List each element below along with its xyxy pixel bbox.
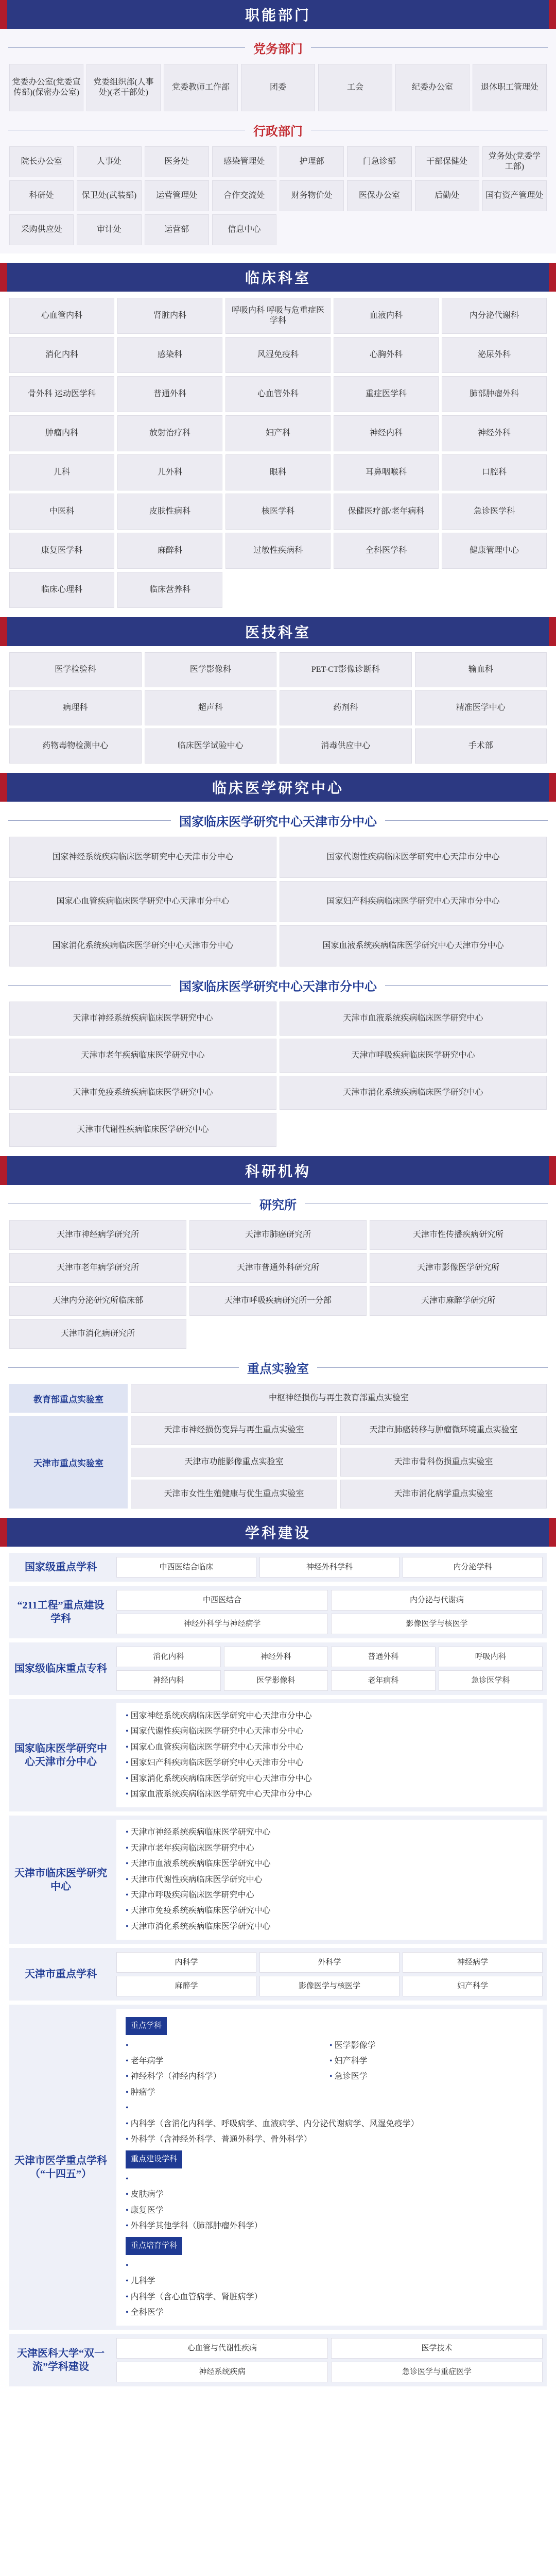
rc-card[interactable]: 天津市免疫系统疾病临床医学研究中心	[9, 1076, 276, 1110]
disc-list-item: • 神经科学（神经内科学）	[126, 2069, 329, 2084]
inst-grid	[0, 1220, 556, 1349]
disc-card[interactable]: 神经内科	[116, 1670, 221, 1691]
disc-label: 天津市临床医学研究中心	[14, 1867, 107, 1892]
disc-145-d	[126, 2258, 533, 2321]
admin-card[interactable]: 医保办公室	[347, 180, 411, 211]
rc-card[interactable]: 天津市呼吸疾病临床医学研究中心	[280, 1039, 547, 1073]
clinical-dept-card[interactable]: 口腔科	[442, 454, 547, 490]
rc-card[interactable]: 国家血液系统疾病临床医学研究中心天津市分中心	[280, 925, 547, 967]
lab-card[interactable]: 天津市骨科伤损重点实验室	[340, 1448, 547, 1477]
institute-section	[0, 1156, 556, 1509]
clinical-dept-card[interactable]: 儿科	[9, 454, 114, 490]
disc-card[interactable]: 神经外科学科	[259, 1557, 399, 1578]
disc-145-box	[116, 2009, 543, 2326]
disc-list-item: • • 儿科学	[126, 2274, 533, 2289]
disc-list-item: • 外科学其他学科（肺部肿瘤外科学）	[126, 2218, 533, 2234]
disc-body	[112, 1642, 547, 1695]
disc-list-item: • 外科学（含神经外科学、普通外科学、骨外科学）	[126, 2132, 533, 2147]
disc-card[interactable]: 中西医结合	[116, 1590, 328, 1611]
tech-dept-card[interactable]: 超声科	[145, 690, 277, 725]
disc-row-tj-145	[9, 2005, 547, 2330]
clinical-dept-card[interactable]: 全科医学科	[334, 533, 439, 569]
disc-body	[112, 1948, 547, 2001]
admin-grid-1	[0, 146, 556, 177]
rc-card[interactable]: 国家神经系统疾病临床医学研究中心天津市分中心	[9, 837, 276, 878]
clinical-dept-card[interactable]: 健康管理中心	[442, 533, 547, 569]
disc-card[interactable]: 消化内科	[116, 1647, 221, 1667]
clinical-title: 临床科室	[245, 270, 311, 286]
disc-list-item: • 天津市神经系统疾病临床医学研究中心	[126, 1825, 533, 1840]
institute-card[interactable]: 天津市消化病研究所	[9, 1319, 186, 1349]
clinical-dept-card[interactable]: 临床心理科	[9, 572, 114, 608]
disc-label: 国家级重点学科	[25, 1562, 97, 1573]
disc-card[interactable]: 内分泌与代谢病	[331, 1590, 543, 1611]
disc-list-item: • 急诊医学	[329, 2069, 533, 2084]
disc-row-national-key	[9, 1553, 547, 1582]
disc-label: “211工程”重点建设学科	[17, 1600, 105, 1624]
rc-card[interactable]: 天津市老年疾病临床医学研究中心	[9, 1039, 276, 1073]
admin-card[interactable]: 保卫处(武装部)	[77, 180, 141, 211]
rc-card[interactable]: 国家妇产科疾病临床医学研究中心天津市分中心	[280, 881, 547, 922]
clinical-dept-card[interactable]: 中医科	[9, 494, 114, 530]
party-subtitle: 党务部门	[0, 36, 556, 59]
disc-list-item: • 国家血液系统疾病临床医学研究中心天津市分中心	[126, 1787, 533, 1802]
admin-card[interactable]: 感染管理处	[212, 146, 276, 177]
clinical-dept-card[interactable]: 康复医学科	[9, 533, 114, 569]
clinical-dept-card[interactable]: 保健医疗部/老年病科	[334, 494, 439, 530]
tech-dept-card[interactable]: 病理科	[9, 690, 142, 725]
disc-list-item: • 天津市代谢性疾病临床医学研究中心	[126, 1872, 533, 1888]
admin-card[interactable]: 合作交流处	[212, 180, 276, 211]
disc-card[interactable]: 麻醉学	[116, 1976, 256, 1996]
clinical-title-bar	[0, 263, 556, 292]
admin-card[interactable]: 信息中心	[212, 214, 276, 245]
disc-card[interactable]: 神经外科	[224, 1647, 328, 1667]
clinical-dept-card[interactable]: 骨外科 运动医学科	[9, 376, 114, 412]
disc-list-item: • 国家神经系统疾病临床医学研究中心天津市分中心	[126, 1708, 533, 1724]
disc-card[interactable]: 呼吸内科	[439, 1647, 543, 1667]
inst-title: 科研机构	[245, 1164, 311, 1180]
disc-body	[112, 1699, 547, 1811]
rc-card[interactable]: 国家消化系统疾病临床医学研究中心天津市分中心	[9, 925, 276, 967]
disc-card[interactable]: 心血管与代谢性疾病	[116, 2338, 328, 2359]
functional-section	[0, 0, 556, 253]
disc-body	[112, 2005, 547, 2330]
tech-dept-card[interactable]: 医学影像科	[145, 652, 277, 687]
clinical-dept-card[interactable]: 肿瘤内科	[9, 415, 114, 451]
admin-card[interactable]: 国有资产管理处	[482, 180, 547, 211]
clinical-dept-card[interactable]: 神经内科	[334, 415, 439, 451]
admin-card[interactable]: 审计处	[77, 214, 141, 245]
institute-card[interactable]: 天津市影像医学研究所	[370, 1253, 547, 1283]
tag-cultivate: 重点培育学科	[126, 2237, 182, 2255]
rc-card[interactable]: 天津市代谢性疾病临床医学研究中心	[9, 1113, 276, 1147]
disc-list-item: • 国家妇产科疾病临床医学研究中心天津市分中心	[126, 1755, 533, 1771]
disc-label: 天津市医学重点学科（“十四五”）	[14, 2155, 107, 2180]
inst-title-bar	[0, 1156, 556, 1185]
lab-card[interactable]: 天津市神经损伤变异与再生重点实验室	[131, 1416, 337, 1445]
disc-row-double-first	[9, 2334, 547, 2386]
disc-145-a	[126, 2038, 533, 2101]
rc-subtitle-2: 国家临床医学研究中心天津市分中心	[0, 974, 556, 996]
disc-label: 国家临床医学研究中心天津市分中心	[14, 1743, 107, 1768]
disc-list-item: • 天津市血液系统疾病临床医学研究中心	[126, 1856, 533, 1872]
admin-card[interactable]: 干部保健处	[415, 146, 479, 177]
party-card[interactable]: 纪委办公室	[395, 64, 470, 111]
disc-list-item: • 天津市免疫系统疾病临床医学研究中心	[126, 1903, 533, 1919]
disc-card[interactable]: 医学影像科	[224, 1670, 328, 1691]
disc-list-item: • 全科医学	[126, 2305, 533, 2320]
clinical-dept-card[interactable]: 过敏性疾病科	[225, 533, 331, 569]
clinical-dept-card[interactable]: 麻醉科	[117, 533, 222, 569]
clinical-dept-card[interactable]: 神经外科	[442, 415, 547, 451]
clinical-dept-card[interactable]: 皮肤性病科	[117, 494, 222, 530]
institute-card[interactable]: 天津内分泌研究所临床部	[9, 1286, 186, 1316]
admin-card[interactable]: 运营部	[145, 214, 209, 245]
admin-card[interactable]: 护理部	[280, 146, 344, 177]
admin-card[interactable]: 采购供应处	[9, 214, 74, 245]
lab-card[interactable]: 天津市功能影像重点实验室	[131, 1448, 337, 1477]
disc-body	[112, 1586, 547, 1638]
disc-body	[112, 1553, 547, 1582]
lab-card[interactable]: 天津市肺癌转移与肿瘤微环境重点实验室	[340, 1416, 547, 1445]
disc-list	[116, 1820, 543, 1940]
admin-card[interactable]: 院长办公室	[9, 146, 74, 177]
tech-dept-card[interactable]: 医学检验科	[9, 652, 142, 687]
disc-title: 学科建设	[245, 1526, 311, 1541]
admin-subtitle: 行政部门	[0, 118, 556, 141]
disc-list-item: • • 皮肤病学	[126, 2187, 533, 2202]
tag-key: 重点学科	[126, 2017, 167, 2035]
disc-card[interactable]: 妇产科学	[403, 1976, 543, 1996]
disc-list-item: • 内科学（含心血管病学、肾脏病学）	[126, 2290, 533, 2305]
edu-lab-row	[9, 1384, 547, 1413]
disc-card[interactable]: 老年病科	[331, 1670, 436, 1691]
disc-card[interactable]: 内分泌学科	[403, 1557, 543, 1578]
party-grid	[0, 64, 556, 111]
tech-dept-card[interactable]: 药剂科	[280, 690, 412, 725]
tj-lab-label: 天津市重点实验室	[9, 1416, 128, 1509]
admin-card[interactable]: 运营管理处	[145, 180, 209, 211]
clinical-dept-card[interactable]: 呼吸内科 呼吸与危重症医学科	[225, 298, 331, 334]
functional-title: 职能部门	[245, 8, 311, 24]
institute-card[interactable]: 天津市肺癌研究所	[189, 1220, 367, 1250]
edu-lab-list	[128, 1384, 547, 1413]
party-card[interactable]: 团委	[241, 64, 315, 111]
clinical-dept-card[interactable]: 心血管内科	[9, 298, 114, 334]
clinical-dept-card[interactable]: 内分泌代谢科	[442, 298, 547, 334]
clinical-dept-card[interactable]: 耳鼻咽喉科	[334, 454, 439, 490]
disc-card[interactable]: 神经外科学与神经病学	[116, 1614, 328, 1634]
disc-list-item: • 天津市呼吸疾病临床医学研究中心	[126, 1888, 533, 1903]
tech-dept-card[interactable]: 精准医学中心	[415, 690, 547, 725]
clinical-section	[0, 263, 556, 608]
tech-title: 医技科室	[245, 625, 311, 641]
tj-lab-list	[128, 1416, 547, 1509]
disc-row-211	[9, 1586, 547, 1638]
disc-body	[112, 1816, 547, 1944]
disc-card[interactable]: 外科学	[259, 1952, 399, 1973]
tech-dept-card[interactable]: 药物毒物检测中心	[9, 728, 142, 764]
tech-dept-card[interactable]: 临床医学试验中心	[145, 728, 277, 764]
party-card[interactable]: 工会	[318, 64, 392, 111]
disc-list-item: • • 内科学（含消化内科学、呼吸病学、血液病学、内分泌代谢病学、风湿免疫学）	[126, 2116, 533, 2132]
clinical-dept-card[interactable]: 眼科	[225, 454, 331, 490]
disc-card[interactable]: 影像医学与核医学	[331, 1614, 543, 1634]
lab-card[interactable]: 天津市女性生殖健康与优生重点实验室	[131, 1480, 337, 1509]
clinical-dept-card[interactable]: 心胸外科	[334, 337, 439, 373]
admin-card[interactable]: 门急诊部	[347, 146, 411, 177]
institute-card[interactable]: 天津市呼吸疾病研究所一分部	[189, 1286, 367, 1316]
institute-card[interactable]: 天津市老年病学研究所	[9, 1253, 186, 1283]
institute-card[interactable]: 天津市神经病学研究所	[9, 1220, 186, 1250]
disc-row-tj-rc	[9, 1816, 547, 1944]
party-card[interactable]: 退休职工管理处	[473, 64, 547, 111]
tech-dept-card[interactable]: 手术部	[415, 728, 547, 764]
clinical-dept-card[interactable]: 普通外科	[117, 376, 222, 412]
disc-card[interactable]: 中西医结合临床	[116, 1557, 256, 1578]
admin-card[interactable]: 后勤处	[415, 180, 479, 211]
clinical-grid	[0, 298, 556, 608]
disc-list-item: • 肿瘤学	[126, 2085, 329, 2100]
clinical-dept-card[interactable]: 消化内科	[9, 337, 114, 373]
admin-card[interactable]: 人事处	[77, 146, 141, 177]
tj-lab-row	[9, 1416, 547, 1509]
clinical-dept-card[interactable]: 重症医学科	[334, 376, 439, 412]
disc-card[interactable]: 内科学	[116, 1952, 256, 1973]
admin-card[interactable]: 财务物价处	[280, 180, 344, 211]
party-card[interactable]: 党委办公室(党委宣传部)(保密办公室)	[9, 64, 83, 111]
disc-list-item: • 天津市老年疾病临床医学研究中心	[126, 1841, 533, 1856]
disc-card[interactable]: 急诊医学与重症医学	[331, 2362, 543, 2382]
disc-body	[112, 2334, 547, 2386]
tech-dept-card[interactable]: PET-CT影像诊断科	[280, 652, 412, 687]
disc-title-bar	[0, 1518, 556, 1547]
clinical-dept-card[interactable]: 感染科	[117, 337, 222, 373]
disc-list-item: • 天津市消化系统疾病临床医学研究中心	[126, 1919, 533, 1935]
research-center-section	[0, 773, 556, 1147]
rc-card[interactable]: 国家代谢性疾病临床医学研究中心天津市分中心	[280, 837, 547, 878]
tech-grid	[0, 652, 556, 764]
tech-dept-card[interactable]: 消毒供应中心	[280, 728, 412, 764]
clinical-dept-card[interactable]: 放射治疗科	[117, 415, 222, 451]
disc-list-item: • 康复医学	[126, 2203, 533, 2218]
lab-card[interactable]: 天津市消化病学重点实验室	[340, 1480, 547, 1509]
clinical-dept-card[interactable]: 肺部肿瘤外科	[442, 376, 547, 412]
disc-145-c	[126, 2172, 533, 2234]
disc-card[interactable]: 神经系统疾病	[116, 2362, 328, 2382]
rc-grid-tianjin	[0, 1002, 556, 1147]
clinical-dept-card[interactable]: 临床营养科	[117, 572, 222, 608]
rc-card[interactable]: 天津市消化系统疾病临床医学研究中心	[280, 1076, 547, 1110]
disc-card[interactable]: 医学技术	[331, 2338, 543, 2359]
rc-title-bar	[0, 773, 556, 802]
disc-list-item: • 国家消化系统疾病临床医学研究中心天津市分中心	[126, 1771, 533, 1787]
disc-list-item: • 老年病学	[126, 2054, 329, 2069]
disc-card[interactable]: 神经病学	[403, 1952, 543, 1973]
admin-card[interactable]: 党务处(党委学工部)	[482, 146, 547, 177]
lab-card[interactable]: 中枢神经损伤与再生教育部重点实验室	[131, 1384, 547, 1413]
disc-list-item: • 国家代谢性疾病临床医学研究中心天津市分中心	[126, 1724, 533, 1739]
rc-subtitle-1: 国家临床医学研究中心天津市分中心	[0, 809, 556, 832]
rc-card[interactable]: 天津市神经系统疾病临床医学研究中心	[9, 1002, 276, 1036]
admin-grid-3	[0, 214, 556, 245]
clinical-dept-card[interactable]: 肾脏内科	[117, 298, 222, 334]
clinical-dept-card[interactable]: 核医学科	[225, 494, 331, 530]
disc-card[interactable]: 普通外科	[331, 1647, 436, 1667]
clinical-dept-card[interactable]: 儿外科	[117, 454, 222, 490]
lab-subtitle: 重点实验室	[0, 1356, 556, 1379]
disc-row-national-specialty	[9, 1642, 547, 1695]
discipline-section	[0, 1518, 556, 2386]
disc-row-national-rc	[9, 1699, 547, 1811]
disc-list	[116, 1703, 543, 1807]
admin-card[interactable]: 科研处	[9, 180, 74, 211]
tech-section	[0, 617, 556, 764]
rc-card[interactable]: 国家心血管疾病临床医学研究中心天津市分中心	[9, 881, 276, 922]
clinical-dept-card[interactable]: 泌尿外科	[442, 337, 547, 373]
clinical-dept-card[interactable]: 风湿免疫科	[225, 337, 331, 373]
disc-145-b	[126, 2100, 533, 2147]
disc-list-item: • 国家心血管疾病临床医学研究中心天津市分中心	[126, 1740, 533, 1755]
disc-row-tj-key	[9, 1948, 547, 2001]
rc-grid-national	[0, 837, 556, 967]
disc-card[interactable]: 急诊医学科	[439, 1670, 543, 1691]
disc-list-item: • 妇产科学	[329, 2054, 533, 2069]
tag-build: 重点建设学科	[126, 2150, 182, 2168]
disc-label: 天津医科大学“双一流”学科建设	[17, 2348, 105, 2373]
rc-card[interactable]: 天津市血液系统疾病临床医学研究中心	[280, 1002, 547, 1036]
inst-subtitle: 研究所	[0, 1192, 556, 1215]
tech-dept-card[interactable]: 输血科	[415, 652, 547, 687]
clinical-dept-card[interactable]: 心血管外科	[225, 376, 331, 412]
institute-card[interactable]: 天津市麻醉学研究所	[370, 1286, 547, 1316]
clinical-dept-card[interactable]: 妇产科	[225, 415, 331, 451]
disc-label: 国家级临床重点专科	[14, 1663, 107, 1674]
disc-card[interactable]: 影像医学与核医学	[259, 1976, 399, 1996]
party-card[interactable]: 党委组织部(人事处)(老干部处)	[86, 64, 161, 111]
rc-title: 临床医学研究中心	[212, 781, 344, 796]
clinical-dept-card[interactable]: 急诊医学科	[442, 494, 547, 530]
institute-card[interactable]: 天津市性传播疾病研究所	[370, 1220, 547, 1250]
clinical-dept-card[interactable]: 血液内科	[334, 298, 439, 334]
functional-title-bar	[0, 0, 556, 29]
party-card[interactable]: 党委教师工作部	[164, 64, 238, 111]
disc-list-item: • • 医学影像学	[329, 2038, 533, 2054]
admin-grid-2	[0, 180, 556, 211]
admin-card[interactable]: 医务处	[145, 146, 209, 177]
edu-lab-label: 教育部重点实验室	[9, 1384, 128, 1413]
institute-card[interactable]: 天津市普通外科研究所	[189, 1253, 367, 1283]
disc-label: 天津市重点学科	[25, 1969, 97, 1980]
tech-title-bar	[0, 617, 556, 646]
